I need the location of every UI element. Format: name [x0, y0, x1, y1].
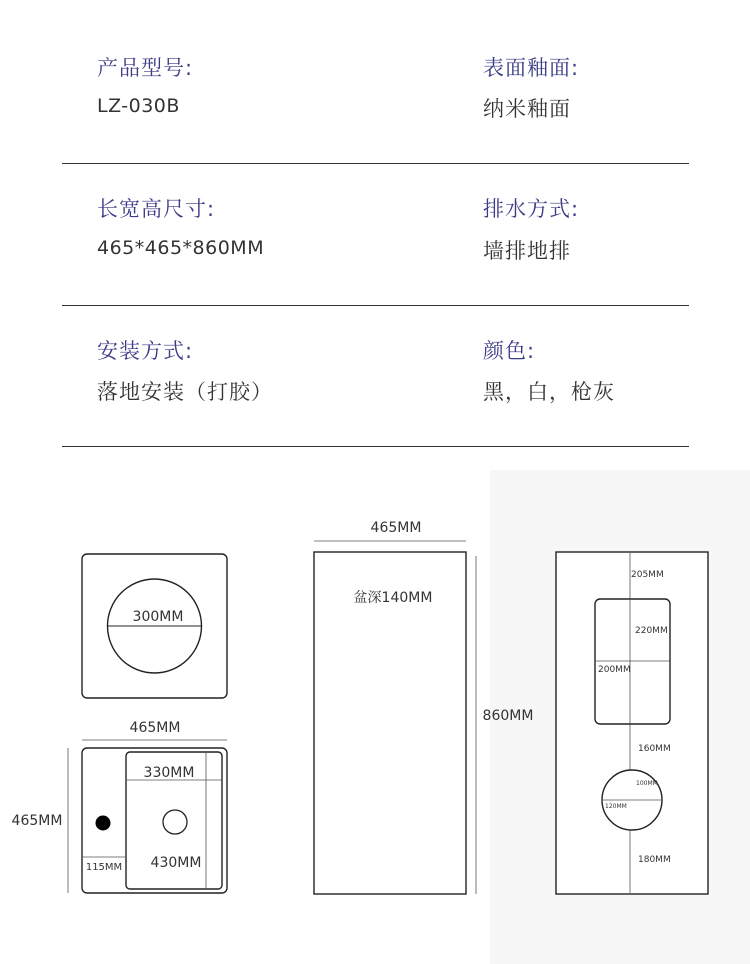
inner-depth-label: 430MM: [150, 855, 202, 871]
bottom-gap-label: 180MM: [638, 855, 671, 865]
inner-width-label: 330MM: [143, 765, 195, 781]
size-label: 长宽高尺寸:: [97, 197, 216, 221]
color-label: 颜色:: [483, 339, 536, 363]
circle-outer-label: 100MM: [636, 780, 658, 787]
mid-gap-label: 160MM: [638, 744, 671, 754]
circle-inner-label: 120MM: [605, 803, 627, 810]
install-label: 安装方式:: [97, 339, 194, 363]
plan-width-label: 465MM: [129, 720, 181, 736]
top-gap-label: 205MM: [631, 570, 664, 580]
side-panel: [595, 599, 670, 724]
faucet-hole: [96, 816, 111, 831]
front-width-label: 465MM: [370, 520, 422, 536]
model-value: LZ-030B: [97, 95, 180, 117]
glaze-value: 纳米釉面: [483, 97, 571, 121]
basin-diameter-label: 300MM: [132, 609, 184, 625]
model-label: 产品型号:: [97, 56, 194, 80]
drain-hole: [163, 810, 187, 834]
glaze-label: 表面釉面:: [483, 56, 580, 80]
basin-depth-label: 盆深140MM: [353, 590, 433, 606]
top-view: [82, 554, 227, 698]
plan-depth-label: 465MM: [11, 813, 63, 829]
size-value: 465*465*860MM: [97, 237, 265, 259]
install-value: 落地安装（打胶）: [97, 380, 273, 404]
color-value: 黑，白，枪灰: [483, 380, 615, 404]
panel-width-label: 200MM: [598, 665, 631, 675]
offset-label: 115MM: [85, 862, 123, 873]
side-view: [556, 552, 708, 894]
plan-view: [12, 720, 227, 893]
drain-label: 排水方式:: [483, 197, 580, 221]
front-height-label: 860MM: [482, 708, 534, 724]
panel-height-label: 220MM: [635, 626, 668, 636]
drain-value: 墙排地排: [483, 239, 571, 263]
